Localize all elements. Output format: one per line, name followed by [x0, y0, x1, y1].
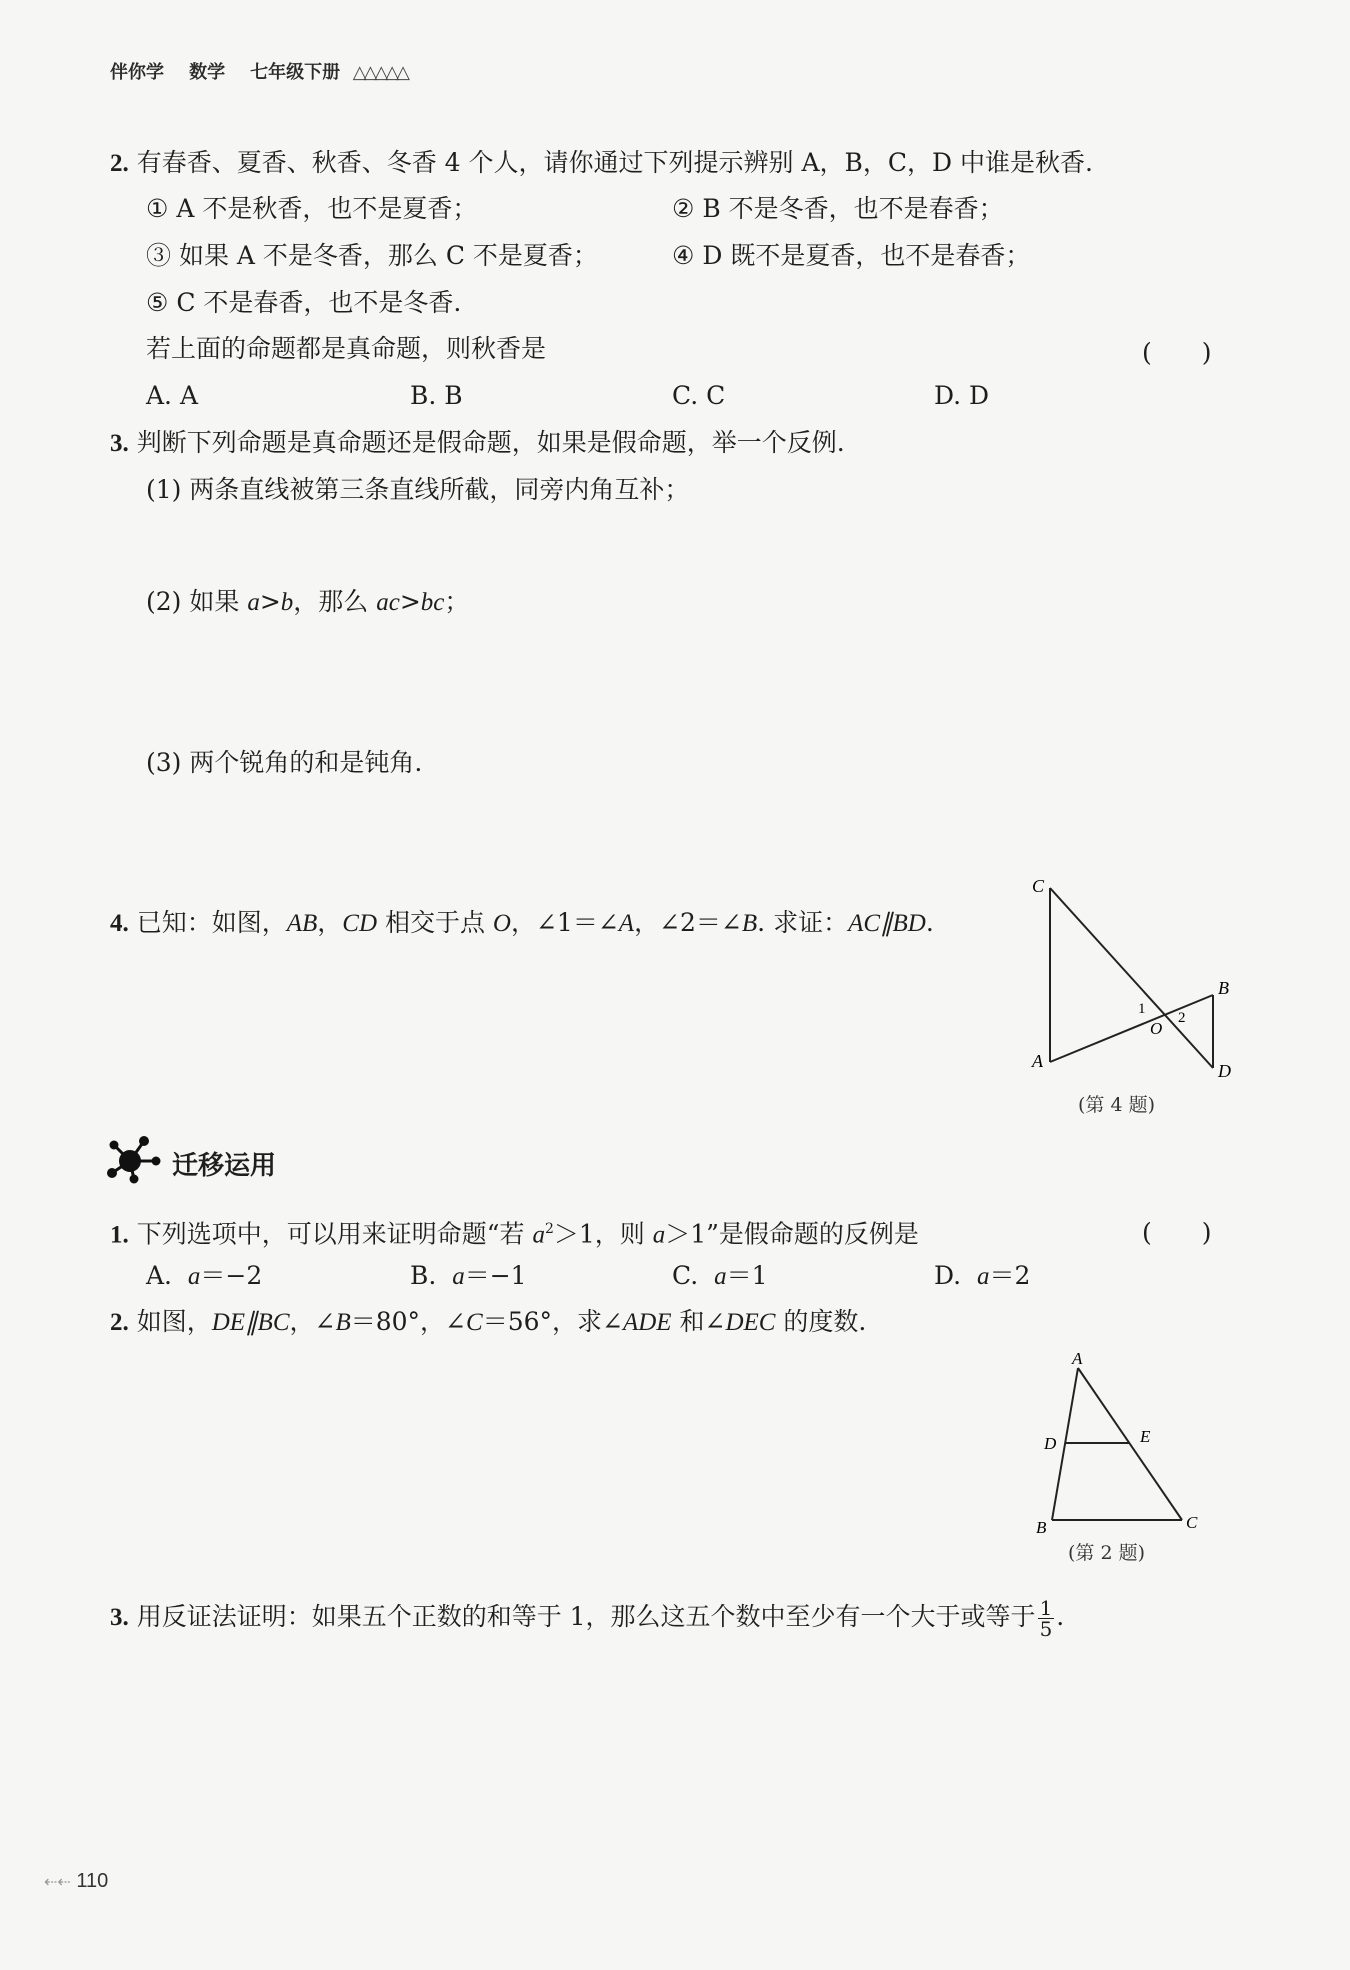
page-header	[110, 58, 407, 84]
figure-q2-caption: (第 2 题)	[1068, 1542, 1145, 1564]
section-title: 迁移运用	[172, 1151, 277, 1181]
transfer-question-2	[110, 1306, 866, 1339]
angle-2-label: 2	[1178, 1010, 1186, 1026]
text: ，∠1＝∠	[510, 908, 619, 937]
text: 如图，	[136, 1307, 212, 1336]
text: ，∠	[289, 1307, 336, 1336]
question-prompt: 若上面的命题都是真命题，则秋香是	[146, 334, 547, 363]
option-c[interactable]	[672, 1260, 768, 1293]
option-value: ＝2	[989, 1261, 1031, 1290]
option-value: ＝−2	[200, 1261, 263, 1290]
angle-dec: DEC	[725, 1309, 776, 1336]
angle-1-label: 1	[1138, 1001, 1146, 1017]
header-decoration: △△△△△	[352, 62, 407, 83]
text: ，那么	[293, 587, 377, 616]
text: 用反证法证明：如果五个正数的和等于 1，那么这五个数中至少有一个大于或等于	[136, 1602, 1036, 1631]
var-a: a	[452, 1263, 465, 1290]
exponent: 2	[544, 1221, 554, 1237]
var-a: a	[187, 1263, 201, 1290]
label-b: B	[1218, 978, 1229, 998]
var-a: a	[977, 1263, 990, 1290]
book-title: 伴你学	[110, 62, 164, 83]
sub-question-3: (3) 两个锐角的和是钝角.	[146, 748, 423, 777]
text: ＝56°，求∠	[482, 1307, 623, 1336]
sub-question-2	[146, 586, 469, 619]
text: ＞1”是假命题的反例是	[665, 1219, 919, 1249]
text: . 求证：	[757, 908, 849, 937]
fraction-denominator: 5	[1039, 1617, 1053, 1641]
angle-a: A	[618, 910, 635, 937]
transfer-question-1	[110, 1213, 919, 1251]
question-number: 2.	[110, 150, 129, 177]
hint-5: ⑤ C 不是春香，也不是冬香.	[146, 288, 462, 317]
option-d[interactable]: D. D	[934, 381, 990, 410]
fraction-numerator: 1	[1039, 1596, 1053, 1620]
text: 的度数.	[775, 1307, 867, 1336]
label-c: C	[1186, 1513, 1198, 1532]
option-value: ＝1	[726, 1261, 768, 1290]
fraction-one-fifth	[1038, 1598, 1055, 1639]
var-a: a	[247, 589, 260, 616]
question-stem: 有春香、夏香、秋香、冬香 4 个人，请你通过下列提示辨别 A，B，C，D 中谁是秋香.	[136, 148, 1093, 177]
parallel-given: DE∥BC	[211, 1309, 290, 1336]
answer-blank[interactable]: ( )	[1142, 1218, 1212, 1247]
question-number: 4.	[110, 910, 129, 937]
text: (2) 如果	[146, 587, 248, 616]
angle-c: C	[466, 1309, 483, 1336]
text: ，∠2＝∠	[634, 908, 742, 937]
parallel-claim: AC∥BD	[848, 910, 926, 937]
seg-cd: CD	[342, 910, 378, 937]
option-b[interactable]: B. B	[410, 381, 463, 410]
grade-title: 七年级下册	[250, 62, 341, 83]
label-b: B	[1036, 1518, 1047, 1535]
option-d[interactable]	[934, 1260, 1030, 1293]
option-label: B.	[410, 1261, 437, 1290]
question-2	[110, 147, 1093, 180]
text: ＞1，则	[553, 1219, 653, 1249]
var-a: a	[714, 1263, 727, 1290]
var-b: b	[280, 589, 294, 616]
question-number: 2.	[110, 1309, 129, 1336]
label-a: A	[1032, 1051, 1043, 1071]
gt-sign: >	[399, 587, 421, 616]
option-label: D.	[934, 1261, 962, 1290]
question-number: 1.	[110, 1221, 129, 1249]
angle-ade: ADE	[622, 1309, 672, 1336]
text: ；	[444, 587, 470, 616]
text: ＝80°，∠	[350, 1307, 466, 1336]
text: 相交于点	[377, 908, 493, 937]
question-3	[110, 427, 845, 460]
figure-q2	[1030, 1350, 1210, 1535]
option-value: ＝−1	[464, 1261, 527, 1290]
text: 和∠	[671, 1307, 726, 1336]
angle-b: B	[741, 910, 758, 937]
answer-blank[interactable]: ( )	[1142, 338, 1212, 367]
hint-2: ② B 不是冬香，也不是春香；	[672, 194, 1004, 223]
option-label: C.	[672, 1261, 699, 1290]
option-c[interactable]: C. C	[672, 381, 726, 410]
question-number: 3.	[110, 1604, 129, 1631]
label-d: D	[1218, 1061, 1231, 1081]
arrow-icon: ⇠⇠	[44, 1874, 71, 1891]
page-number: 110	[76, 1870, 109, 1892]
var-ac: ac	[376, 589, 400, 616]
question-stem: 判断下列命题是真命题还是假命题，如果是假命题，举一个反例.	[136, 428, 845, 457]
question-number: 3.	[110, 430, 129, 457]
option-a[interactable]	[146, 1260, 262, 1293]
var-a: a	[532, 1221, 545, 1249]
point-o: O	[492, 910, 511, 937]
option-label: A.	[146, 1261, 173, 1290]
text: .	[925, 908, 934, 937]
question-4	[110, 907, 934, 940]
gt-sign: >	[259, 587, 281, 616]
label-d: D	[1044, 1434, 1057, 1453]
page-footer	[44, 1870, 108, 1893]
option-b[interactable]	[410, 1260, 527, 1293]
option-a[interactable]: A. A	[146, 381, 199, 410]
figure-q4	[1020, 870, 1260, 1085]
text: ，	[317, 908, 343, 937]
segment-ab	[1050, 995, 1213, 1062]
text: .	[1056, 1602, 1065, 1631]
transfer-question-3	[110, 1598, 1064, 1639]
subject-title: 数学	[189, 62, 226, 83]
segment-cd	[1050, 888, 1213, 1068]
sub-question-1: (1) 两条直线被第三条直线所截，同旁内角互补；	[146, 475, 690, 504]
var-bc: bc	[420, 589, 445, 616]
seg-ab: AB	[286, 910, 318, 937]
text: 已知：如图，	[136, 908, 287, 937]
text: 下列选项中，可以用来证明命题“若	[136, 1219, 533, 1249]
label-c: C	[1032, 876, 1045, 896]
hint-4: ④ D 既不是夏香，也不是春香；	[672, 241, 1031, 270]
figure-q4-caption: (第 4 题)	[1078, 1094, 1155, 1116]
label-o: O	[1150, 1019, 1163, 1038]
label-a: A	[1072, 1350, 1083, 1368]
section-molecule-icon	[104, 1133, 166, 1185]
var-a: a	[652, 1221, 666, 1249]
angle-b: B	[335, 1309, 351, 1336]
hint-3: ③ 如果 A 不是冬香，那么 C 不是夏香；	[146, 241, 598, 270]
label-e: E	[1140, 1427, 1151, 1446]
hint-1: ① A 不是秋香，也不是夏香；	[146, 194, 478, 223]
